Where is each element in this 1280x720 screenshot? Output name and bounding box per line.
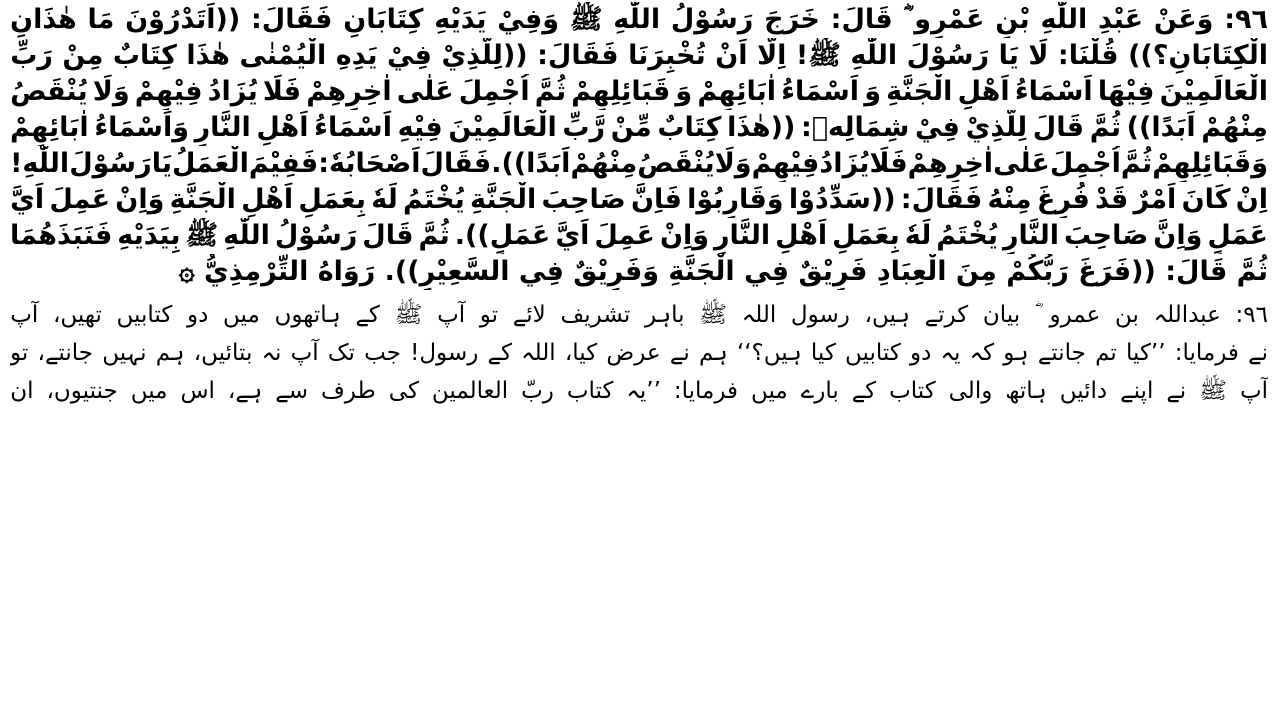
- word: يَا: [151, 148, 172, 179]
- word: اللّٰهِ: [613, 4, 661, 35]
- arabic-line: [10, 218, 1268, 254]
- word: نے: [1248, 340, 1268, 366]
- word: ((لِلَّذِيْ: [441, 40, 528, 71]
- word: اِنْ: [1235, 184, 1268, 215]
- urdu-line: [10, 296, 1268, 334]
- word: اَبَدًا)): [1126, 112, 1196, 143]
- word: فَلَا: [262, 76, 302, 107]
- word: فِيْهِ: [397, 112, 443, 143]
- word: جنتیوں،: [46, 378, 118, 404]
- word: وَلَا: [92, 76, 130, 107]
- word: نے: [669, 340, 690, 366]
- word: الْعَمَلُ: [172, 148, 249, 179]
- word: تشریف: [560, 302, 631, 328]
- word: دو: [909, 340, 932, 366]
- word: عَمِلَ: [594, 220, 655, 251]
- word: ﷺ: [394, 302, 423, 328]
- word: اَهْلِ: [241, 184, 294, 215]
- word: ’’یہ: [626, 378, 661, 404]
- word: فرمایا:: [673, 378, 739, 404]
- word: دو: [186, 302, 209, 328]
- arabic-text-block: [10, 2, 1268, 290]
- word: فَقَالَ:: [250, 4, 333, 35]
- word: اٰخِرِهِمْ: [907, 148, 994, 179]
- word: بِعَمَلِ: [832, 220, 900, 251]
- word: ثُمَّ: [1089, 112, 1121, 143]
- word: کے: [851, 378, 877, 404]
- word: يَدِهِ: [335, 40, 378, 71]
- word: جانتے: [1037, 340, 1086, 366]
- word: کتاب: [566, 378, 614, 404]
- word: لائے: [512, 302, 546, 328]
- arabic-line: [10, 2, 1268, 38]
- word: صَاحِبَ: [1064, 220, 1149, 251]
- word: وَعَنْ: [1153, 4, 1214, 35]
- word: اِلَّا: [757, 40, 787, 71]
- word: فِيْ: [386, 40, 432, 71]
- word: ربّ: [521, 378, 554, 404]
- word: رَبِّ: [10, 40, 53, 71]
- word: مِنْهُمْ: [1201, 112, 1268, 143]
- word: میں: [223, 302, 260, 328]
- word: اُجْمِلَ: [1049, 148, 1121, 179]
- word: طرف: [320, 378, 376, 404]
- word: فَنَبَذَهُمَا: [10, 220, 113, 251]
- word: ﷺ: [185, 220, 219, 251]
- word: ((هٰذَا: [727, 112, 796, 143]
- word: ثُمَّ: [418, 220, 450, 251]
- word: آپ: [437, 302, 466, 328]
- word: عَبْدِ: [1098, 4, 1144, 35]
- word: قَالَ: [362, 220, 414, 251]
- word: کی: [388, 378, 419, 404]
- word: وَاِنْ: [115, 184, 165, 215]
- word: کتابیں: [845, 340, 901, 366]
- word: کہ: [969, 340, 995, 366]
- word: ہاتھ: [1005, 378, 1047, 404]
- word: کیا: [810, 340, 836, 366]
- urdu-line: [10, 372, 1268, 410]
- word: يُزَادُ: [207, 76, 258, 107]
- word: العالمین: [431, 378, 509, 404]
- word: مِنْ: [62, 40, 104, 71]
- word: وَاِنَّ: [1153, 220, 1203, 251]
- word: سے: [275, 378, 308, 404]
- arabic-line: [10, 146, 1268, 182]
- word: عَلٰى: [993, 148, 1050, 179]
- word: تو: [10, 340, 29, 366]
- word: عَلٰى: [396, 76, 454, 107]
- word: اٰبَائِهِمْ: [10, 112, 89, 143]
- word: اٰبَائِهِمْ: [697, 76, 777, 107]
- word: نہ: [261, 340, 282, 366]
- word: كِتَابَانِ: [343, 4, 424, 35]
- word: نے: [1166, 378, 1187, 404]
- word: يَدَيْهِ: [434, 4, 487, 35]
- word: اَيَّ: [555, 220, 590, 251]
- arabic-line: [10, 182, 1268, 218]
- word: فِيْ: [914, 112, 960, 143]
- word: جب: [364, 340, 401, 366]
- word: عمرو: [1049, 302, 1101, 328]
- word: وَقَارِبُوْا: [687, 184, 784, 215]
- word: ہاتھوں: [274, 302, 341, 328]
- urdu-line: [10, 334, 1268, 372]
- word: آپ: [290, 340, 319, 366]
- word: وَ: [675, 76, 693, 107]
- word: بارے: [800, 378, 839, 404]
- word: اس: [180, 378, 215, 404]
- word: النَّارِ: [714, 220, 771, 251]
- word: رسول!: [410, 340, 479, 366]
- word: اَصْحَابُهٗ:: [318, 148, 421, 179]
- word: يُنْقَصُ: [637, 148, 715, 179]
- word: نہیں: [102, 340, 147, 366]
- word: بِيَدَيْهِ: [117, 220, 181, 251]
- word: الْجَنَّةِ: [169, 184, 236, 215]
- word: يُخْتَمُ: [402, 184, 465, 215]
- word: عَمَلٍ: [1207, 220, 1268, 251]
- arabic-line: [10, 38, 1268, 74]
- word: قَالَ:: [830, 4, 893, 35]
- word: تُخْبِرَنَا: [628, 40, 706, 71]
- word: فَلَا: [869, 148, 908, 179]
- word: اَيَّ: [10, 184, 45, 215]
- word: فُرِغَ: [1036, 184, 1090, 215]
- word: كِتَابٌ: [112, 40, 177, 71]
- word: قَالَ: [1032, 112, 1085, 143]
- arabic-line: [10, 110, 1268, 146]
- word: فَقَالَ: [420, 148, 492, 179]
- word: ﷺ: [699, 302, 728, 328]
- word: ان: [10, 378, 34, 404]
- word: اَهْلِ: [775, 220, 828, 251]
- word: ((اَتَدْرُوْنَ: [125, 4, 241, 35]
- word: كِتَابٌ: [657, 112, 722, 143]
- word: عَمِلَ: [49, 184, 111, 215]
- word: آپ: [10, 302, 39, 328]
- word: تک: [327, 340, 355, 366]
- word: اَسْمَاءُ: [781, 76, 860, 107]
- word: کے: [487, 340, 512, 366]
- word: اَنْ: [715, 40, 748, 71]
- word: فَقَالَ:: [537, 40, 619, 71]
- word: الْعَالَمِيْنَ: [1159, 76, 1268, 107]
- word: تم: [1095, 340, 1117, 366]
- word: بْنِ: [995, 4, 1030, 35]
- word: ہے،: [227, 378, 263, 404]
- word: عرض: [606, 340, 661, 366]
- word: باہر: [644, 302, 685, 328]
- word: يُزَادُ: [819, 148, 870, 179]
- word: ہیں؟‘‘: [736, 340, 802, 366]
- word: بتائیں،: [193, 340, 253, 366]
- word: اَبَدًا)).: [491, 148, 571, 179]
- word: والی: [948, 378, 993, 404]
- word: وَقَبَائِلِهِمْ: [1152, 148, 1268, 179]
- word: کتاب: [889, 378, 936, 404]
- word: دائیں: [1059, 378, 1108, 404]
- word: مَا: [87, 4, 115, 35]
- word: رسول: [790, 302, 850, 328]
- word: فَفِيْمَ: [248, 148, 319, 179]
- word: جانتے،: [37, 340, 93, 366]
- word: مِنْهُمْ: [570, 148, 638, 179]
- word: هٰذَا: [186, 40, 230, 71]
- word: شِمَالِهٖ:: [800, 112, 910, 143]
- word: يُخْتَمُ: [936, 220, 998, 251]
- word: اللہ: [521, 340, 556, 366]
- word: قُلْنَا:: [1057, 40, 1119, 71]
- word: اَهْلِ: [256, 112, 309, 143]
- word: وَلَا: [714, 148, 752, 179]
- word: اللّٰهِ: [223, 220, 270, 251]
- word: رَسُوْلُ: [670, 4, 754, 35]
- word: بیان: [982, 302, 1021, 328]
- word: وَ: [864, 76, 882, 107]
- word: عبداللہ: [1153, 302, 1221, 328]
- word: میں: [750, 378, 788, 404]
- word: لَهٗ: [904, 220, 932, 251]
- arabic-line: [10, 74, 1268, 110]
- word: فِيْهِمْ: [751, 148, 820, 179]
- word: کتابیں: [116, 302, 173, 328]
- word: ثُمَّ: [534, 76, 567, 107]
- word: اللّٰهِ: [850, 40, 898, 71]
- word: ﷺ: [569, 4, 603, 35]
- word: النَّارِ: [194, 112, 251, 143]
- word: ہو: [1003, 340, 1029, 366]
- urdu-translation-block: [10, 296, 1268, 410]
- word: كَانَ: [1181, 184, 1231, 215]
- word: یہ: [940, 340, 961, 366]
- word: وَفِيْ: [497, 4, 560, 35]
- word: ثُمَّ: [1120, 148, 1153, 179]
- word: هٰذَانِ: [10, 4, 77, 35]
- word: اٰخِرِهِمْ: [306, 76, 392, 107]
- word: وَاِنْ: [659, 220, 710, 251]
- word: ’’کیا: [1126, 340, 1166, 366]
- word: النَّارِ: [1002, 220, 1060, 251]
- word: ﷺ!: [795, 40, 841, 71]
- word: صَاحِبَ: [541, 184, 626, 215]
- word: اللہ: [741, 302, 777, 328]
- word: اَمْرٌ: [1133, 184, 1177, 215]
- word: رَسُوْلُ: [274, 220, 358, 251]
- word: رَّبِّ: [562, 112, 606, 143]
- arabic-line: ثُمَّ قَالَ: ((فَرَغَ رَبُّكُمْ مِنَ الْعِبَادِ فَرِيْقٌ فِي الْجَنَّةِ وَفَرِيْقٌ فِي السَّعِيْرِ)). رَوَاهُ التِّرْمِذِيُّ ۞: [178, 256, 1268, 287]
- word: رَسُوْلَ: [906, 40, 990, 71]
- word: اللّٰهِ: [1040, 4, 1088, 35]
- word: مِّنْ: [610, 112, 652, 143]
- word: اُجْمِلَ: [458, 76, 530, 107]
- word: ((سَدِّدُوْا: [788, 184, 896, 215]
- word: اَهْلِ: [957, 76, 1010, 107]
- hadith-page: [10, 2, 1268, 718]
- word: تو: [479, 302, 499, 328]
- word: آپ: [1239, 378, 1268, 404]
- word: لَهٗ: [371, 184, 398, 215]
- word: الْكِتَابَانِ؟)): [1128, 40, 1268, 71]
- word: ٩٦:: [1224, 4, 1268, 35]
- word: میں: [130, 378, 168, 404]
- word: ہم: [698, 340, 728, 366]
- word: يُنْقَصُ: [10, 76, 88, 107]
- word: الْجَنَّةِ: [470, 184, 537, 215]
- word: فِيْهِمْ: [134, 76, 203, 107]
- word: فرمایا:: [1174, 340, 1239, 366]
- word: عَمْرٍو: [914, 4, 985, 35]
- word: بن: [1115, 302, 1139, 328]
- word: اپنے: [1120, 378, 1154, 404]
- word: خَرَجَ: [764, 4, 820, 35]
- word: ہم: [155, 340, 185, 366]
- word: کیا،: [564, 340, 598, 366]
- word: اَسْمَاءُ: [314, 112, 392, 143]
- word: مِنْهُ: [987, 184, 1032, 215]
- word: لِلَّذِيْ: [965, 112, 1028, 143]
- word: رَسُوْلَ: [69, 148, 152, 179]
- word: قَبَائِلِهِمْ: [571, 76, 671, 107]
- word: يَا: [998, 40, 1019, 71]
- word: کرتے: [924, 302, 969, 328]
- word: ﷺ: [1199, 378, 1227, 404]
- word: الْعَالَمِيْنَ: [448, 112, 557, 143]
- word: الْجَنَّةِ: [886, 76, 953, 107]
- word: وَاَسْمَاءُ: [94, 112, 189, 143]
- word: اللّٰهِ!: [10, 148, 70, 179]
- word: الْيُمْنٰى: [239, 40, 327, 71]
- word: ہیں،: [864, 302, 910, 328]
- word: لَا: [1028, 40, 1049, 71]
- word: بِعَمَلِ: [298, 184, 366, 215]
- word: قَدْ: [1095, 184, 1129, 215]
- word: فِيْهَا: [1097, 76, 1155, 107]
- word: فَاِنَّ: [631, 184, 682, 215]
- word: فَقَالَ:: [900, 184, 983, 215]
- word: تھیں،: [52, 302, 102, 328]
- word: کے: [355, 302, 380, 328]
- word: اَسْمَاءُ: [1014, 76, 1093, 107]
- word: ٩٦:: [1235, 302, 1268, 328]
- word: عَمَلٍ)).: [454, 220, 551, 251]
